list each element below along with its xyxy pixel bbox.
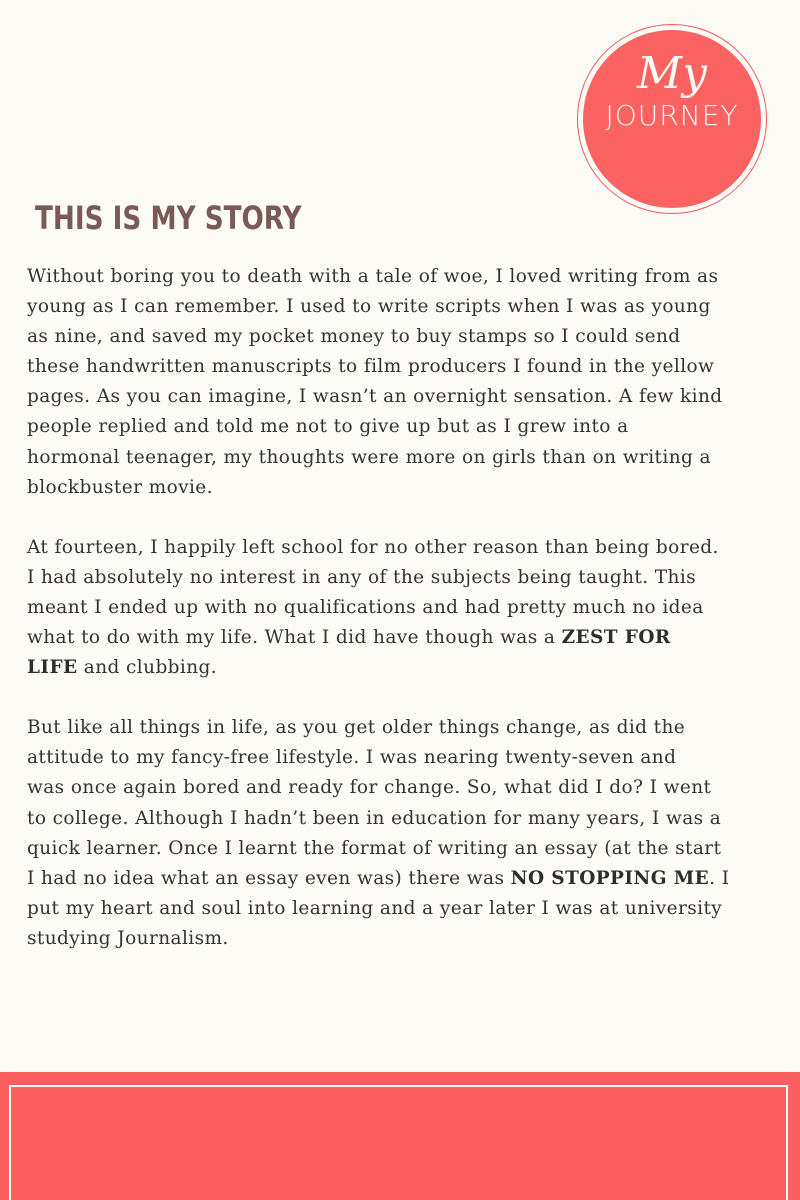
paragraph-line: to college. Although I hadn’t been in education for many years, I was a [27, 807, 722, 829]
paragraph-line: pages. As you can imagine, I wasn’t an overnight sensation. A few kind [27, 386, 723, 408]
paragraph-line: Without boring you to death with a tale of woe, I loved writing from as [27, 266, 719, 287]
paragraph-line: studying Journalism. [27, 927, 229, 949]
story-paragraph-2 [27, 533, 787, 683]
story-body [27, 262, 787, 954]
paragraph-line: young as I can remember. I used to write scripts when I was as young [27, 296, 711, 318]
paragraph-text: what to do with my life. What I did have though was a [27, 627, 562, 649]
paragraph-line [27, 864, 787, 894]
paragraph-line: as nine, and saved my pocket money to buy stamps so I could send [27, 326, 681, 348]
paragraph-line: these handwritten manuscripts to film producers I found in the yellow [27, 356, 715, 378]
logo-text-journey: JOURNEY [605, 99, 739, 132]
paragraph-line [27, 623, 787, 653]
paragraph-line: But like all things in life, as you get older things change, as did the [27, 717, 686, 739]
paragraph-line: attitude to my fancy-free lifestyle. I was nearing twenty-seven and [27, 747, 677, 769]
paragraph-line: blockbuster movie. [27, 476, 213, 498]
paragraph-line: people replied and told me not to give up but as I grew into a [27, 416, 629, 438]
paragraph-line: quick learner. Once I learnt the format of writing an essay (at the start [27, 837, 722, 859]
emphasis-zest-for-life-end: LIFE [27, 657, 78, 679]
paragraph-line [27, 653, 787, 683]
paragraph-line: I had absolutely no interest in any of the subjects being taught. This [27, 566, 697, 588]
paragraph-text: and clubbing. [77, 657, 218, 679]
page-title: THIS IS MY STORY [35, 199, 302, 237]
story-paragraph-1 [27, 262, 787, 503]
paragraph-text: . I [709, 867, 730, 889]
paragraph-line: was once again bored and ready for change. So, what did I do? I went [27, 777, 712, 799]
paragraph-text: I had no idea what an essay even was) there was [27, 867, 511, 889]
footer-frame [9, 1085, 788, 1200]
paragraph-line: put my heart and soul into learning and a year later I was at university [27, 897, 723, 919]
paragraph-line: meant I ended up with no qualifications and had pretty much no idea [27, 596, 704, 618]
emphasis-zest-for-life: ZEST FOR [561, 627, 671, 649]
emphasis-no-stopping-me: NO STOPPING ME [510, 867, 710, 889]
story-paragraph-3 [27, 713, 787, 954]
paragraph-line: hormonal teenager, my thoughts were more on girls than on writing a [27, 446, 711, 468]
paragraph-line: At fourteen, I happily left school for no other reason than being bored. [27, 536, 719, 558]
logo-text-my: My [637, 48, 707, 99]
